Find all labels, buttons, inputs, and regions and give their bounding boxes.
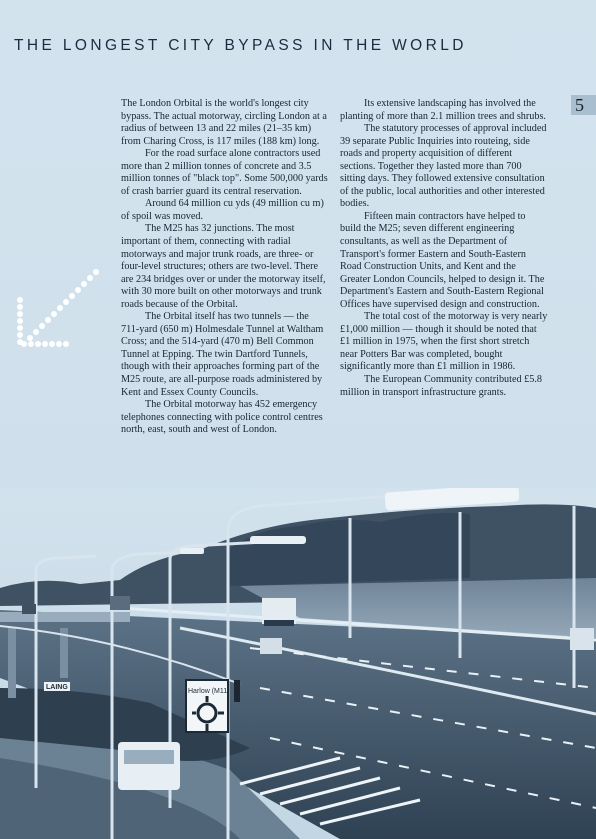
text-column-right — [340, 98, 548, 399]
paragraph: Around 64 million cu yds (49 million cu m) of spoil was moved. — [121, 198, 324, 222]
page-number-tab — [571, 95, 596, 115]
page-number: 5 — [575, 95, 584, 115]
paragraph: Its extensive landscaping has involved the planting of more than 2.1 million trees and shrubs. — [340, 98, 546, 122]
text-column-left — [121, 98, 329, 437]
paragraph: The Orbital motorway has 452 emergency telephones connecting with police control centres north, east, south and west of London. — [121, 399, 323, 436]
road-sign-text: Harlow (M11) — [188, 688, 230, 695]
paragraph: Fifteen main contractors have helped to build the M25; seven different engineering consultants, as well as the Department of Transport's former Eastern and South-Eastern Road Construction Units, and Kent and the Greater London Councils, helped to design it. The Department's Eastern and South-Eastern Regional Offices have supervised design and construction. — [340, 210, 545, 310]
paragraph: The Orbital itself has two tunnels — the 711-yard (650 m) Holmesdale Tunnel at Waltham Cross; and the 514-yard (470 m) Bell Common Tunnel at Epping. The twin Dartford Tunnels, though with their approaches forming part of the M25 route, are all-purpose roads administered by Kent and Essex County Councils. — [121, 311, 324, 398]
paragraph: The total cost of the motorway is very nearly £1,000 million — though it should be noted that £1 million in 1975, when the first short stretch near Potters Bar was completed, bought significantly more than £1 million in 1986. — [340, 311, 548, 373]
paragraph: The European Community contributed £5.8 million in transport infrastructure grants. — [340, 374, 542, 398]
paragraph: The statutory processes of approval included 39 separate Public Inquiries into routeing, side roads and property acquisition of different sections. Together they lasted more than 700 sitting days. They followed extensive consultation of the public, local authorities and other interested bodies. — [340, 123, 547, 210]
motorway-photo — [0, 488, 596, 839]
page-heading: THE LONGEST CITY BYPASS IN THE WORLD — [14, 37, 467, 54]
paragraph: The M25 has 32 junctions. The most important of them, connecting with radial motorways and major trunk roads, are three- or four-level structures; others are two-level. There are 234 bridges over or under the motorway itself, with 30 more built on other motorways and trunk roads because of the Orbital. — [121, 223, 326, 310]
paragraph: For the road surface alone contractors used more than 2 million tonnes of concrete and 3.5 million tonnes of "black top". Some 500,000 yards of crash barrier guard its central reservation. — [121, 148, 328, 197]
bridge-sign-text: LAING — [46, 684, 68, 691]
paragraph: The London Orbital is the world's longest city bypass. The actual motorway, circling London at a radius of between 13 and 22 miles (21–35 km) from Charing Cross, is 117 miles (188 km) long. — [121, 98, 327, 147]
dotted-arrow-down-left-icon — [14, 266, 104, 350]
